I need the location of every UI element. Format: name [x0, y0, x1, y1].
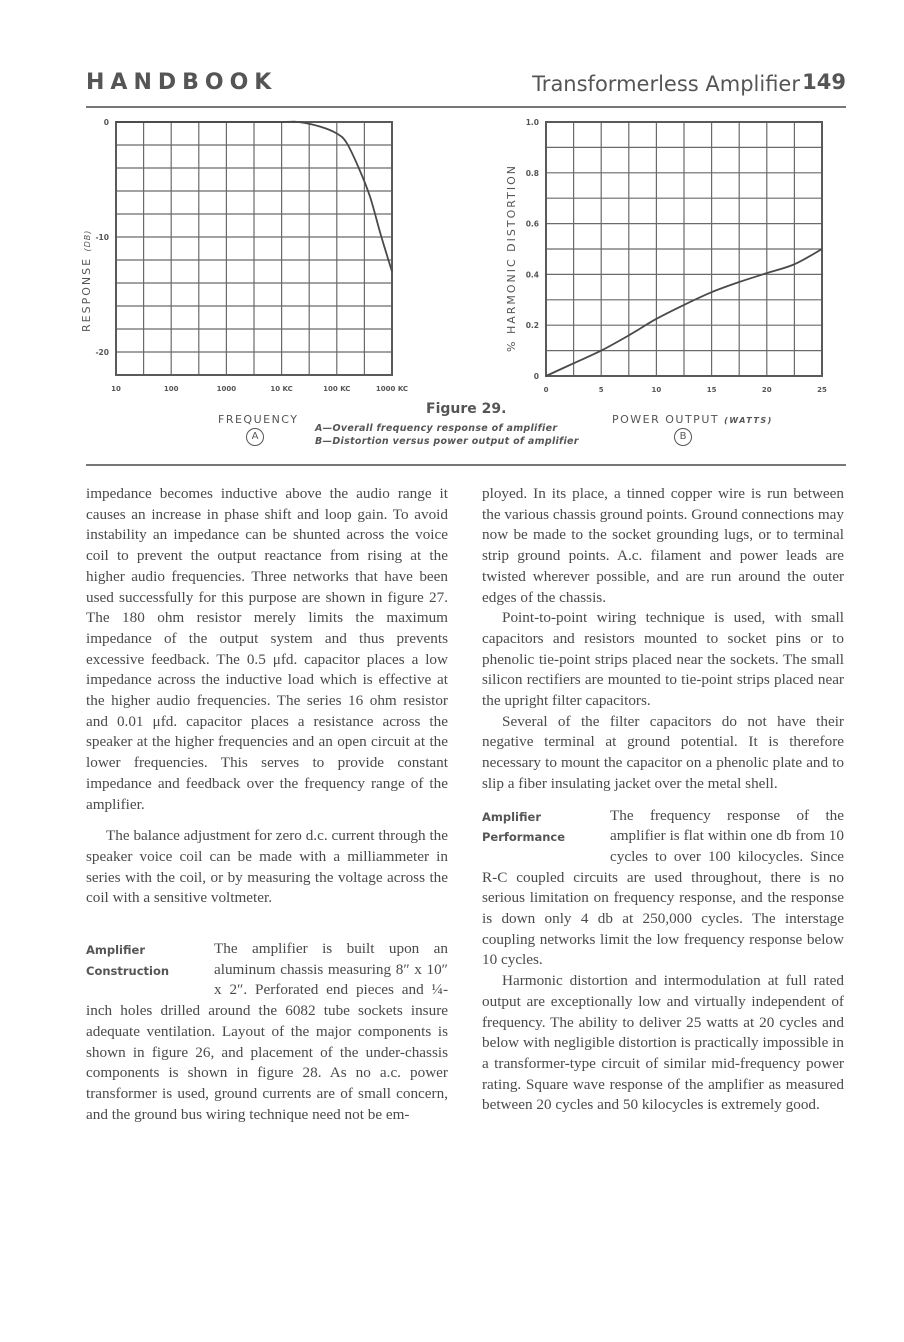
page-header	[86, 70, 846, 110]
page-number: 149	[802, 70, 846, 94]
chart-a-xtick-label: 10	[111, 385, 121, 393]
chart-a-xtick-label: 1000	[216, 385, 237, 393]
chart-a-xtick-label: 1000 KC	[375, 385, 409, 393]
chart-b-ytick-label: 0.2	[525, 321, 539, 331]
chart-b-xlabel-unit: (WATTS)	[724, 416, 773, 425]
chart-b-ytick-label: 0.4	[525, 270, 539, 280]
section-heading-construction	[86, 940, 214, 981]
paragraph: Point-to-point wiring technique is used, with small capacitors and resistors mounted to socket pins or to phenolic tie-point strips placed near the sockets. The small silicon rectifiers are mounted to tie-point strips placed near the upright filter capacitors.	[482, 609, 844, 710]
figure-29	[0, 110, 904, 460]
chart-b-xtick-label: 15	[706, 386, 717, 394]
chart-b-xtick-label: 5	[598, 386, 604, 394]
chart-a-ytick-label: 0	[103, 118, 109, 127]
chart-a-ylabel-unit: (DB)	[83, 229, 92, 252]
chart-a-xtick-label: 10 KC	[270, 385, 293, 393]
paragraph: The frequency response of the amplifier is flat within one db from 10 cycles to over 100 kilocycles. Since R-C coupled circuits are used throughout, there is no serious limitation on frequency response, and the response is down only 4 db at 250,000 cycles. The interstage coupling networks limit the low frequency response below 10 cycles.	[482, 806, 844, 969]
header-rule	[86, 106, 846, 108]
chart-a-xlabel: FREQUENCY	[218, 413, 299, 426]
chart-b-xlabel-text: POWER OUTPUT	[612, 413, 720, 426]
chart-b-xtick-label: 20	[761, 386, 772, 394]
paragraph: The balance adjustment for zero d.c. current through the speaker voice coil can be made with a milliammeter in series with the coil, or by measuring the voltage across the coil with a sensitive voltmeter.	[86, 827, 448, 907]
figure-rule	[86, 464, 846, 466]
chart-b-xtick-label: 0	[543, 386, 549, 394]
chart-b-xtick-label: 10	[651, 386, 662, 394]
paragraph: The amplifier is built upon an aluminum chassis measuring 8″ x 10″ x 2″. Perforated end pieces and ¼-inch holes drilled around the 6082 tube sockets insure adequate ventilation. Layout of the major components is shown in figure 26, and placement of the under-chassis components is shown in figure 28. As no a.c. power transformer is used, ground currents are of small concern, and the ground bus wiring technique need not be em-	[86, 940, 448, 1123]
chart-b-xtick-label: 25	[817, 386, 827, 394]
chart-a-badge: A	[246, 428, 264, 446]
heading-line: Amplifier	[86, 943, 145, 958]
paragraph: Several of the filter capacitors do not have their negative terminal at ground potential. It is therefore necessary to mount the capacitor on a phenolic plate and to slip a fiber insulating jacket over the metal shell.	[482, 712, 844, 792]
handbook-label: HANDBOOK	[86, 70, 278, 95]
figure-caption-a: A—Overall frequency response of amplifier	[315, 423, 558, 434]
right-column	[482, 484, 844, 1116]
left-column	[86, 484, 448, 1125]
heading-line: Construction	[86, 963, 170, 978]
figure-caption-b: B—Distortion versus power output of amplifier	[315, 436, 579, 447]
paragraph: ployed. In its place, a tinned copper wire is run between the various chassis ground points. Ground connections may now be made to the socket grounding lugs, or to terminal strip ground points. A.c. filament and power leads are twisted wherever possible, and are run around the outer edges of the chassis.	[482, 485, 844, 606]
chart-b-ytick-label: 0.6	[525, 219, 539, 229]
chart-b-ytick-label: 0.8	[525, 168, 539, 178]
heading-line: Performance	[482, 830, 566, 845]
chart-b-ylabel: % HARMONIC DISTORTION	[505, 164, 518, 352]
chapter-title: Transformerless Amplifier	[532, 72, 800, 96]
chart-b-ytick-label: 1.0	[525, 118, 539, 127]
chart-a-xtick-label: 100 KC	[323, 385, 351, 393]
chart-b-badge: B	[674, 428, 692, 446]
chart-a-ytick-label: -10	[95, 233, 109, 242]
chart-a-ylabel-text: RESPONSE	[80, 256, 93, 332]
chart-a-ytick-label: -20	[95, 348, 109, 357]
paragraph: Harmonic distortion and intermodulation at full rated output are exceptionally low and virtually independent of frequency. The ability to deliver 25 watts at 20 cycles and below with negligible distortion is practically impossible in a transformer-type circuit of similar mid-frequency power rating. Square wave response of the amplifier as measured between 20 cycles and 50 kilocycles is extremely good.	[482, 972, 844, 1114]
chart-a-xtick-label: 100	[163, 385, 179, 393]
figure-title: Figure 29.	[426, 401, 507, 417]
chart-b-xlabel	[612, 413, 773, 426]
paragraph: impedance becomes inductive above the audio range it causes an increase in phase shift and loop gain. To avoid instability an impedance can be shunted across the voice coil to prevent the output reactance from rising at the higher audio frequencies. Three networks that have been used successfully for this purpose are shown in figure 27. The 180 ohm resistor merely limits the maximum impedance of the output system and thus prevents excessive feedback. The 0.5 μfd. capacitor places a low impedance across the inductive load which is effective at the higher audio frequencies. The series 16 ohm resistor and 0.01 μfd. capacitor places a resistance across the speaker at the higher frequencies and an open circuit at the lower frequencies. This serves to provide constant impedance and feedback over the frequency range of the amplifier.	[86, 485, 448, 813]
heading-line: Amplifier	[482, 809, 541, 824]
section-heading-performance	[482, 807, 610, 848]
chart-b-ytick-label: 0	[533, 372, 539, 381]
chart-a-ylabel	[80, 230, 93, 332]
